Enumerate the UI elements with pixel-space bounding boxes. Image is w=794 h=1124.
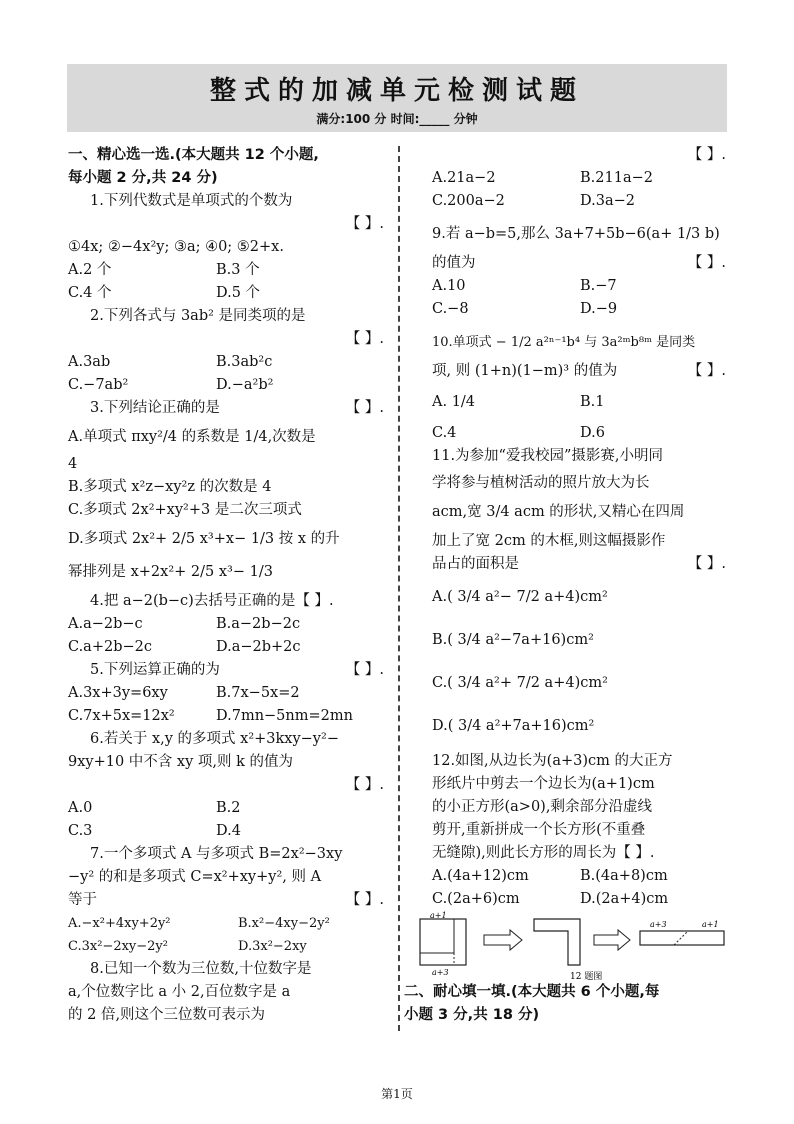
q9-option-c: C.−8	[432, 301, 469, 317]
q11-option-d: D.( 3/4 a²+7a+16)cm²	[432, 718, 595, 734]
q3-option-a: A.单项式 πxy²/4 的系数是 1/4,次数是	[68, 429, 316, 445]
q6-option-c: C.3	[68, 823, 93, 839]
q4-options-cd	[68, 636, 388, 659]
q9-option-a: A.10	[432, 278, 466, 294]
q8-option-b: B.211a−2	[580, 170, 653, 186]
q5-options-ab	[68, 682, 388, 705]
q1-option-b: B.3 个	[216, 262, 260, 278]
q9-option-b: B.−7	[580, 278, 617, 294]
q7-option-b: B.x²−4xy−2y²	[238, 916, 330, 931]
q9-bracket: 【 】.	[687, 255, 726, 271]
q11-stem-4: 加上了宽 2cm 的木框,则这幅摄影作	[432, 533, 666, 549]
q4-option-c: C.a+2b−2c	[68, 639, 152, 655]
q10-stem-2	[410, 360, 730, 383]
q12-figure	[418, 911, 730, 981]
q3-option-b: B.多项式 x²z−xy²z 的次数是 4	[68, 479, 272, 495]
section-1-heading: 一、精心选一选.(本大题共 12 个小题,	[68, 147, 319, 163]
q1-items: ①4x; ②−4x²y; ③a; ④0; ⑤2+x.	[68, 239, 284, 255]
q10-options-ab	[410, 391, 730, 414]
q9-options-ab	[410, 275, 730, 298]
q7-options-cd	[68, 935, 388, 958]
q5-stem-text: 5.下列运算正确的为	[90, 662, 220, 678]
section-1-heading-2: 每小题 2 分,共 24 分)	[68, 170, 218, 186]
q10-option-b: B.1	[580, 394, 605, 410]
q12-stem: 12.如图,从边长为(a+3)cm 的大正方	[432, 753, 673, 769]
q4-options-ab	[68, 613, 388, 636]
page-subtitle: 满分:100 分 时间:_____ 分钟	[316, 112, 478, 126]
q6-options-cd	[68, 820, 388, 843]
header-banner	[67, 64, 727, 132]
q8-options-ab	[410, 167, 730, 190]
q2-option-b: B.3ab²c	[216, 354, 273, 370]
q1-options-ab	[68, 259, 388, 282]
q5-option-b: B.7x−5x=2	[216, 685, 300, 701]
q8-option-c: C.200a−2	[432, 193, 505, 209]
q4-option-d: D.a−2b+2c	[216, 639, 301, 655]
q7-bracket: 【 】.	[345, 892, 384, 908]
q1-options-cd	[68, 282, 388, 305]
q7-stem-2: −y² 的和是多项式 C=x²+xy+y², 则 A	[68, 869, 322, 885]
q8-options-cd	[410, 190, 730, 213]
q11-option-a: A.( 3/4 a²− 7/2 a+4)cm²	[432, 589, 608, 605]
q10-option-d: D.6	[580, 425, 605, 441]
q7-stem: 7.一个多项式 A 与多项式 B=2x²−3xy	[90, 846, 343, 862]
q2-stem: 2.下列各式与 3ab² 是同类项的是	[90, 308, 306, 324]
q12-stem-2: 形纸片中剪去一个边长为(a+1)cm	[432, 776, 655, 792]
column-divider	[398, 146, 400, 1031]
big-square	[420, 919, 466, 965]
q4-option-a: A.a−2b−c	[68, 616, 143, 632]
rect-label-a3: a+3	[650, 920, 667, 929]
small-square	[420, 919, 454, 953]
q2-option-a: A.3ab	[68, 354, 111, 370]
q11-stem: 11.为参加“爱我校园”摄影赛,小明同	[432, 448, 663, 464]
q7-option-d: D.3x²−2xy	[238, 939, 307, 954]
q11-bracket: 【 】.	[687, 556, 726, 572]
q12-stem-4: 剪开,重新拼成一个长方形(不重叠	[432, 822, 646, 838]
q5-option-d: D.7mn−5nm=2mn	[216, 708, 353, 724]
q6-option-a: A.0	[68, 800, 93, 816]
q10-bracket: 【 】.	[687, 363, 726, 379]
q10-option-a: A. 1/4	[432, 394, 476, 410]
q5-options-cd	[68, 705, 388, 728]
q8-bracket: 【 】.	[687, 147, 726, 163]
arrow-right-icon-2	[594, 930, 630, 950]
q4-option-b: B.a−2b−2c	[216, 616, 301, 632]
right-column	[404, 144, 730, 1027]
q1-option-a: A.2 个	[68, 262, 112, 278]
section-2-heading: 二、耐心填一填.(本大题共 6 个小题,每	[404, 984, 660, 1000]
q5-stem	[68, 659, 388, 682]
arrow-right-icon	[484, 930, 522, 950]
q8-stem-3: 的 2 倍,则这个三位数可表示为	[68, 1007, 266, 1023]
q12-option-c: C.(2a+6)cm	[432, 891, 520, 907]
q9-stem-2-text: 的值为	[432, 255, 476, 271]
q2-options-cd	[68, 374, 388, 397]
q11-stem-2: 学将参与植树活动的照片放大为长	[432, 475, 650, 491]
q5-option-c: C.7x+5x=12x²	[68, 708, 175, 724]
l-shape	[534, 919, 580, 965]
q6-option-d: D.4	[216, 823, 241, 839]
result-rectangle	[640, 931, 724, 945]
q10-stem-2-text: 项, 则 (1+n)(1−m)³ 的值为	[432, 363, 618, 379]
q11-stem-3: acm,宽 3/4 acm 的形状,又精心在四周	[432, 504, 685, 520]
figure-caption: 12 题图	[570, 972, 603, 981]
q5-option-a: A.3x+3y=6xy	[68, 685, 168, 701]
q7-options-ab	[68, 912, 388, 935]
q3-stem-text: 3.下列结论正确的是	[90, 400, 220, 416]
q1-bracket: 【 】.	[345, 216, 384, 232]
q12-figure-svg	[418, 911, 733, 981]
q11-stem-5-text: 品占的面积是	[432, 556, 519, 572]
q3-option-d: D.多项式 2x²+ 2/5 x³+x− 1/3 按 x 的升	[68, 531, 340, 547]
q9-stem: 9.若 a−b=5,那么 3a+7+5b−6(a+ 1/3 b)	[432, 226, 720, 242]
left-column	[68, 144, 388, 1027]
q6-options-ab	[68, 797, 388, 820]
q8-option-a: A.21a−2	[432, 170, 496, 186]
q7-stem-3-text: 等于	[68, 892, 97, 908]
q8-stem-2: a,个位数字比 a 小 2,百位数字是 a	[68, 984, 291, 1000]
q1-option-d: D.5 个	[216, 285, 261, 301]
q9-options-cd	[410, 298, 730, 321]
q2-options-ab	[68, 351, 388, 374]
page-number: 第1页	[381, 1087, 413, 1101]
q6-option-b: B.2	[216, 800, 241, 816]
q7-option-c: C.3x²−2xy−2y²	[68, 939, 168, 954]
q11-option-b: B.( 3/4 a²−7a+16)cm²	[432, 632, 594, 648]
label-a1: a+1	[430, 911, 447, 920]
q3-stem	[68, 397, 388, 420]
q8-stem: 8.已知一个数为三位数,十位数字是	[90, 961, 312, 977]
q2-option-d: D.−a²b²	[216, 377, 274, 393]
q3-option-a-cont: 4	[68, 456, 78, 472]
q1-stem: 1.下列代数式是单项式的个数为	[90, 193, 293, 209]
q2-option-c: C.−7ab²	[68, 377, 129, 393]
q9-option-d: D.−9	[580, 301, 618, 317]
q10-stem: 10.单项式 − 1/2 a²ⁿ⁻¹b⁴ 与 3a²ᵐb⁸ᵐ 是同类	[432, 335, 696, 350]
q11-option-c: C.( 3/4 a²+ 7/2 a+4)cm²	[432, 675, 608, 691]
q12-stem-5: 无缝隙),则此长方形的周长为【 】.	[432, 845, 655, 861]
q6-stem-2: 9xy+10 中不含 xy 项,则 k 的值为	[68, 754, 294, 770]
q5-bracket: 【 】.	[345, 662, 384, 678]
q9-stem-2	[410, 252, 730, 275]
diagonal-cut	[674, 931, 688, 945]
q10-option-c: C.4	[432, 425, 457, 441]
page-title: 整式的加减单元检测试题	[209, 76, 584, 106]
q3-option-d-cont: 幂排列是 x+2x²+ 2/5 x³− 1/3	[68, 564, 273, 580]
q6-bracket: 【 】.	[345, 777, 384, 793]
q12-options-cd	[410, 888, 730, 911]
q12-stem-3: 的小正方形(a>0),剩余部分沿虚线	[432, 799, 652, 815]
q12-options-ab	[410, 865, 730, 888]
q8-option-d: D.3a−2	[580, 193, 635, 209]
q7-stem-3	[68, 889, 388, 912]
q11-stem-5	[410, 553, 730, 576]
q12-option-d: D.(2a+4)cm	[580, 891, 669, 907]
rect-label-a1: a+1	[702, 920, 719, 929]
section-2-heading-2: 小题 3 分,共 18 分)	[404, 1007, 540, 1023]
q10-options-cd	[410, 422, 730, 445]
q12-option-a: A.(4a+12)cm	[432, 868, 529, 884]
q3-option-c: C.多项式 2x²+xy²+3 是二次三项式	[68, 502, 302, 518]
q12-option-b: B.(4a+8)cm	[580, 868, 668, 884]
label-a3: a+3	[432, 968, 449, 977]
q7-option-a: A.−x²+4xy+2y²	[68, 916, 171, 931]
q3-bracket: 【 】.	[345, 400, 384, 416]
q6-stem: 6.若关于 x,y 的多项式 x²+3kxy−y²−	[90, 731, 339, 747]
q2-bracket: 【 】.	[345, 331, 384, 347]
q1-option-c: C.4 个	[68, 285, 112, 301]
q4-stem: 4.把 a−2(b−c)去括号正确的是【 】.	[90, 593, 334, 609]
